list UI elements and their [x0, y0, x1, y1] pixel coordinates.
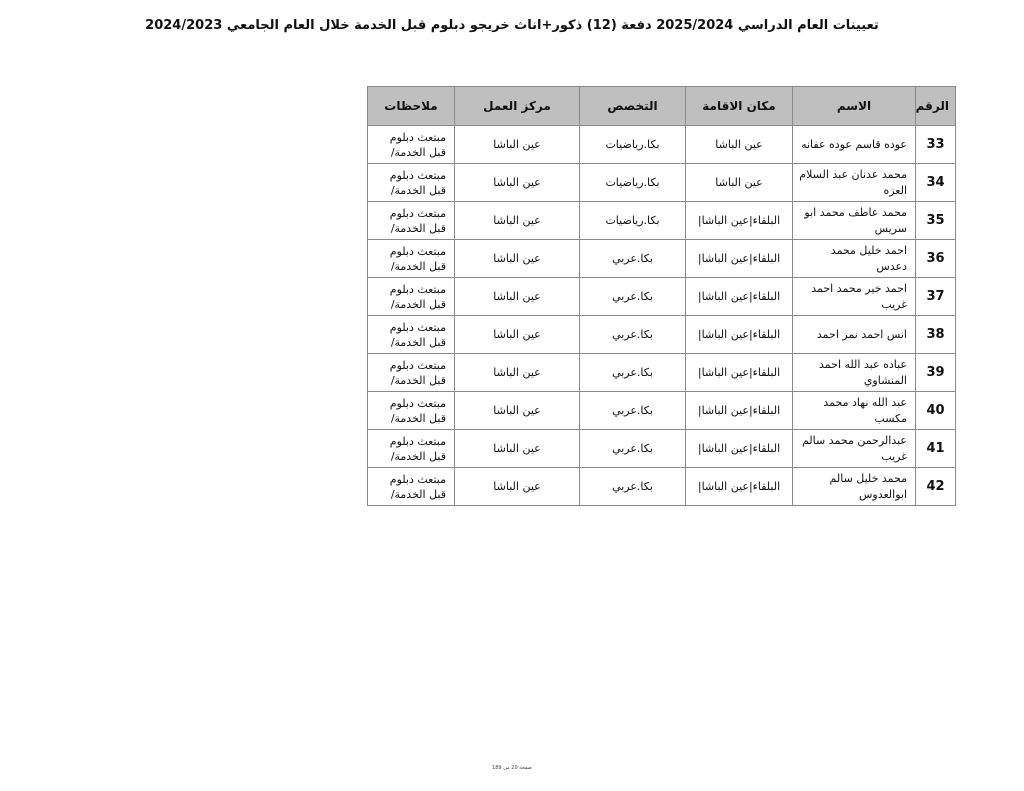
- page-footer: صفحة 20 من 189: [492, 765, 532, 771]
- row-name: عوده قاسم عوده عفانه: [793, 126, 916, 164]
- row-residence: البلقاء|عين الباشا|: [686, 354, 793, 392]
- row-work-center: عين الباشا: [455, 392, 580, 430]
- row-work-center: عين الباشا: [455, 468, 580, 506]
- row-work-center: عين الباشا: [455, 354, 580, 392]
- table-body: [368, 126, 956, 506]
- row-number: 34: [916, 164, 956, 202]
- row-number: 36: [916, 240, 956, 278]
- row-notes: مبتعث دبلوم قبل الخدمة/: [368, 202, 455, 240]
- row-name: احمد خير محمد احمد غريب: [793, 278, 916, 316]
- table-header: [368, 87, 956, 126]
- row-residence: البلقاء|عين الباشا|: [686, 278, 793, 316]
- row-work-center: عين الباشا: [455, 316, 580, 354]
- header-work-center: مركز العمل: [455, 87, 580, 126]
- row-residence: البلقاء|عين الباشا|: [686, 430, 793, 468]
- row-name: عباده عبد الله احمد المنشاوي: [793, 354, 916, 392]
- header-notes: ملاحظات: [368, 87, 455, 126]
- row-number: 39: [916, 354, 956, 392]
- header-number: الرقم: [916, 87, 956, 126]
- row-notes: مبتعث دبلوم قبل الخدمة/: [368, 126, 455, 164]
- table-row: [368, 430, 956, 468]
- row-number: 37: [916, 278, 956, 316]
- row-specialization: بكا.عربي: [580, 468, 686, 506]
- row-specialization: بكا.رياضيات: [580, 202, 686, 240]
- row-number: 42: [916, 468, 956, 506]
- row-name: عبد الله نهاد محمد مكسب: [793, 392, 916, 430]
- row-notes: مبتعث دبلوم قبل الخدمة/: [368, 392, 455, 430]
- row-number: 38: [916, 316, 956, 354]
- row-name: احمد خليل محمد دعدس: [793, 240, 916, 278]
- row-name: محمد عاطف محمد ابو سريس: [793, 202, 916, 240]
- row-work-center: عين الباشا: [455, 430, 580, 468]
- row-specialization: بكا.عربي: [580, 240, 686, 278]
- row-specialization: بكا.رياضيات: [580, 126, 686, 164]
- row-specialization: بكا.عربي: [580, 278, 686, 316]
- table-row: [368, 202, 956, 240]
- row-residence: عين الباشا: [686, 164, 793, 202]
- header-residence: مكان الاقامة: [686, 87, 793, 126]
- table-row: [368, 468, 956, 506]
- row-name: انس احمد نمر احمد: [793, 316, 916, 354]
- header-name: الاسم: [793, 87, 916, 126]
- table-row: [368, 164, 956, 202]
- table-row: [368, 392, 956, 430]
- table-row: [368, 354, 956, 392]
- row-residence: البلقاء|عين الباشا|: [686, 202, 793, 240]
- table-row: [368, 316, 956, 354]
- table-row: [368, 278, 956, 316]
- row-residence: البلقاء|عين الباشا|: [686, 392, 793, 430]
- row-name: محمد عدنان عبد السلام العزه: [793, 164, 916, 202]
- row-notes: مبتعث دبلوم قبل الخدمة/: [368, 468, 455, 506]
- row-specialization: بكا.رياضيات: [580, 164, 686, 202]
- row-specialization: بكا.عربي: [580, 354, 686, 392]
- row-number: 33: [916, 126, 956, 164]
- table-row: [368, 240, 956, 278]
- row-residence: البلقاء|عين الباشا|: [686, 316, 793, 354]
- row-number: 41: [916, 430, 956, 468]
- row-specialization: بكا.عربي: [580, 430, 686, 468]
- row-name: عبدالرحمن محمد سالم غريب: [793, 430, 916, 468]
- row-number: 40: [916, 392, 956, 430]
- row-work-center: عين الباشا: [455, 164, 580, 202]
- row-notes: مبتعث دبلوم قبل الخدمة/: [368, 278, 455, 316]
- row-number: 35: [916, 202, 956, 240]
- row-notes: مبتعث دبلوم قبل الخدمة/: [368, 164, 455, 202]
- row-work-center: عين الباشا: [455, 126, 580, 164]
- row-notes: مبتعث دبلوم قبل الخدمة/: [368, 316, 455, 354]
- row-residence: البلقاء|عين الباشا|: [686, 240, 793, 278]
- row-name: محمد خليل سالم ابوالعدوس: [793, 468, 916, 506]
- row-residence: البلقاء|عين الباشا|: [686, 468, 793, 506]
- row-notes: مبتعث دبلوم قبل الخدمة/: [368, 354, 455, 392]
- header-row: [368, 87, 956, 126]
- row-residence: عين الباشا: [686, 126, 793, 164]
- row-notes: مبتعث دبلوم قبل الخدمة/: [368, 430, 455, 468]
- row-work-center: عين الباشا: [455, 202, 580, 240]
- row-specialization: بكا.عربي: [580, 392, 686, 430]
- row-specialization: بكا.عربي: [580, 316, 686, 354]
- row-work-center: عين الباشا: [455, 240, 580, 278]
- header-specialization: التخصص: [580, 87, 686, 126]
- page-title: تعيينات العام الدراسي 2025/2024 دفعة (12) ذكور+اناث خريجو دبلوم قبل الخدمة خلال العام الجامعي 2024/2023: [145, 18, 879, 33]
- table-row: [368, 126, 956, 164]
- assignments-table: [367, 86, 956, 506]
- row-notes: مبتعث دبلوم قبل الخدمة/: [368, 240, 455, 278]
- row-work-center: عين الباشا: [455, 278, 580, 316]
